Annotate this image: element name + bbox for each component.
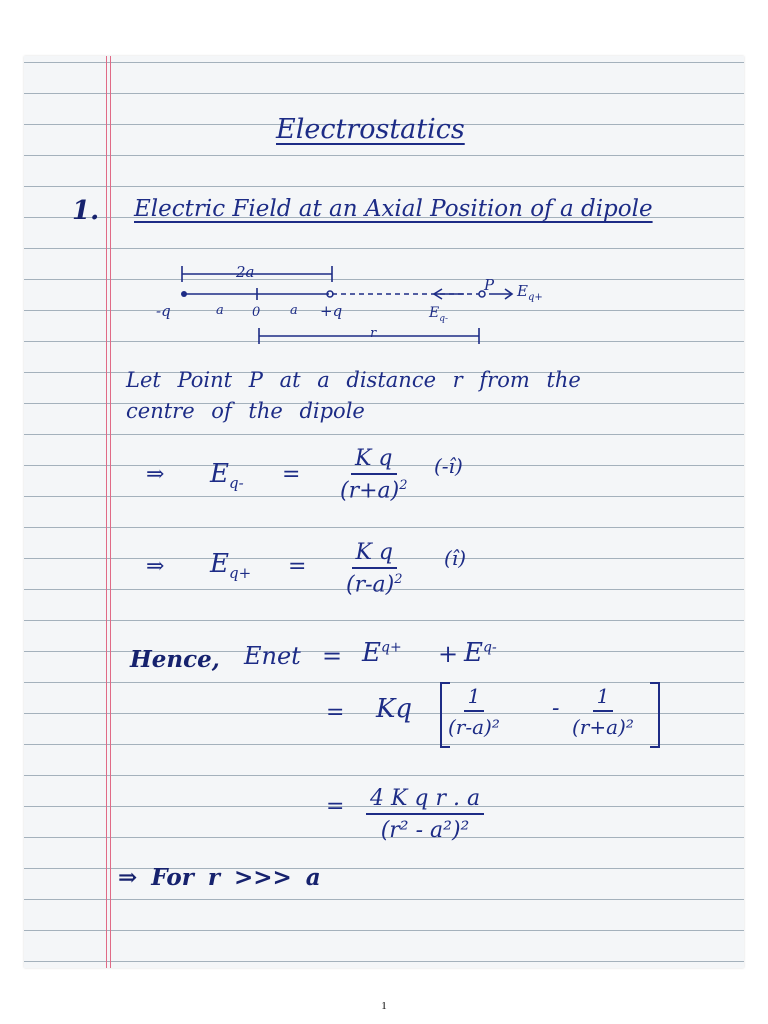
eq2-lhs-sub: q+ xyxy=(228,564,252,583)
eq4-right-bracket xyxy=(650,682,660,748)
neg-charge-label: -q xyxy=(156,302,171,320)
section-number: 1. xyxy=(72,196,100,226)
eq4-term1-den: (r-a)² xyxy=(448,715,500,739)
eq1-numerator: K q xyxy=(351,446,397,475)
eq1-lhs-sub: q- xyxy=(228,474,244,493)
field-pos-label xyxy=(517,284,543,303)
eq1-denominator xyxy=(340,475,408,503)
eq2-direction: (î) xyxy=(444,546,467,570)
page-title: Electrostatics xyxy=(276,114,465,145)
ruled-line xyxy=(24,248,744,249)
eq4-factor: Kq xyxy=(376,694,413,724)
eq4-minus: - xyxy=(552,696,560,721)
eq4-term1-num: 1 xyxy=(464,684,485,712)
eq1-lhs xyxy=(210,461,244,491)
field-neg-symbol: E xyxy=(429,305,440,321)
ruled-line xyxy=(24,62,744,63)
description-line-2: centre of the dipole xyxy=(126,399,365,423)
eq1-arrow: ⇒ xyxy=(146,462,165,487)
eq2-den-text: (r-a) xyxy=(346,572,395,598)
ruled-line xyxy=(24,620,744,621)
eq3-rhs2-sub: q- xyxy=(482,639,497,656)
eq1-den-text: (r+a) xyxy=(340,478,400,504)
eq5-equals: = xyxy=(326,794,345,819)
ruled-line xyxy=(24,186,744,187)
eq5-numerator: 4 K q r . a xyxy=(366,786,484,815)
ruled-line xyxy=(24,527,744,528)
center-label: 0 xyxy=(252,305,261,320)
description-line-1: Let Point P at a distance r from the xyxy=(126,368,581,392)
eq1-lhs-symbol: E xyxy=(210,459,229,489)
field-neg-sub: q- xyxy=(439,313,449,324)
hence-label: Hence, xyxy=(130,646,220,673)
distance-r-label: r xyxy=(370,326,377,341)
eq2-arrow: ⇒ xyxy=(146,554,165,579)
margin-line-2 xyxy=(110,56,111,968)
ruled-line xyxy=(24,93,744,94)
eq1-fraction xyxy=(340,446,408,503)
eq5-fraction xyxy=(366,786,484,843)
right-a-label: a xyxy=(290,303,298,318)
eq5-denominator: (r² - a²)² xyxy=(380,818,470,843)
eq3-equals: = xyxy=(322,642,343,670)
eq2-fraction xyxy=(346,540,403,597)
eq3-rhs2 xyxy=(464,640,497,666)
page-number: 1 xyxy=(381,1000,387,1012)
field-pos-symbol: E xyxy=(517,282,528,300)
eq3-rhs1 xyxy=(362,640,402,666)
eq1-equals: = xyxy=(282,462,301,487)
ruled-line xyxy=(24,682,744,683)
notebook-page xyxy=(24,56,744,968)
eq4-term2 xyxy=(572,684,634,739)
section-heading: Electric Field at an Axial Position of a dipole xyxy=(134,196,653,222)
eq1-direction: (-î) xyxy=(434,454,463,478)
eq1-den-sup: 2 xyxy=(399,478,408,493)
eq2-equals: = xyxy=(288,554,307,579)
eq3-rhs1-symbol: E xyxy=(362,638,381,668)
ruled-line xyxy=(24,775,744,776)
eq4-term2-num: 1 xyxy=(593,684,614,712)
eq4-term2-den: (r+a)² xyxy=(572,715,634,739)
eq3-rhs2-symbol: E xyxy=(464,638,483,668)
field-pos-sub: q+ xyxy=(527,292,543,303)
eq4-equals: = xyxy=(326,700,345,725)
negative-charge-dot xyxy=(181,291,187,297)
eq2-lhs xyxy=(210,551,251,581)
ruled-line xyxy=(24,744,744,745)
ruled-line xyxy=(24,899,744,900)
ruled-line xyxy=(24,434,744,435)
ruled-line xyxy=(24,961,744,962)
point-p-label: P xyxy=(484,276,495,294)
field-neg-label xyxy=(429,306,448,324)
ruled-line xyxy=(24,155,744,156)
eq2-numerator: K q xyxy=(352,540,398,569)
margin-line xyxy=(106,56,107,968)
condition-line: ⇒ For r >>> a xyxy=(118,864,321,891)
left-a-label: a xyxy=(216,303,224,318)
eq2-denominator xyxy=(346,569,403,597)
eq2-lhs-symbol: E xyxy=(210,549,229,579)
eq4-term1 xyxy=(448,684,500,739)
eq2-den-sup: 2 xyxy=(394,572,403,587)
dim-2a-label: 2a xyxy=(236,263,255,281)
dipole-diagram xyxy=(144,256,584,356)
eq3-plus: + xyxy=(438,640,459,668)
enet-label: Enet xyxy=(244,642,301,670)
eq3-rhs1-sub: q+ xyxy=(380,639,402,656)
ruled-line xyxy=(24,930,744,931)
pos-charge-label: +q xyxy=(320,302,343,320)
